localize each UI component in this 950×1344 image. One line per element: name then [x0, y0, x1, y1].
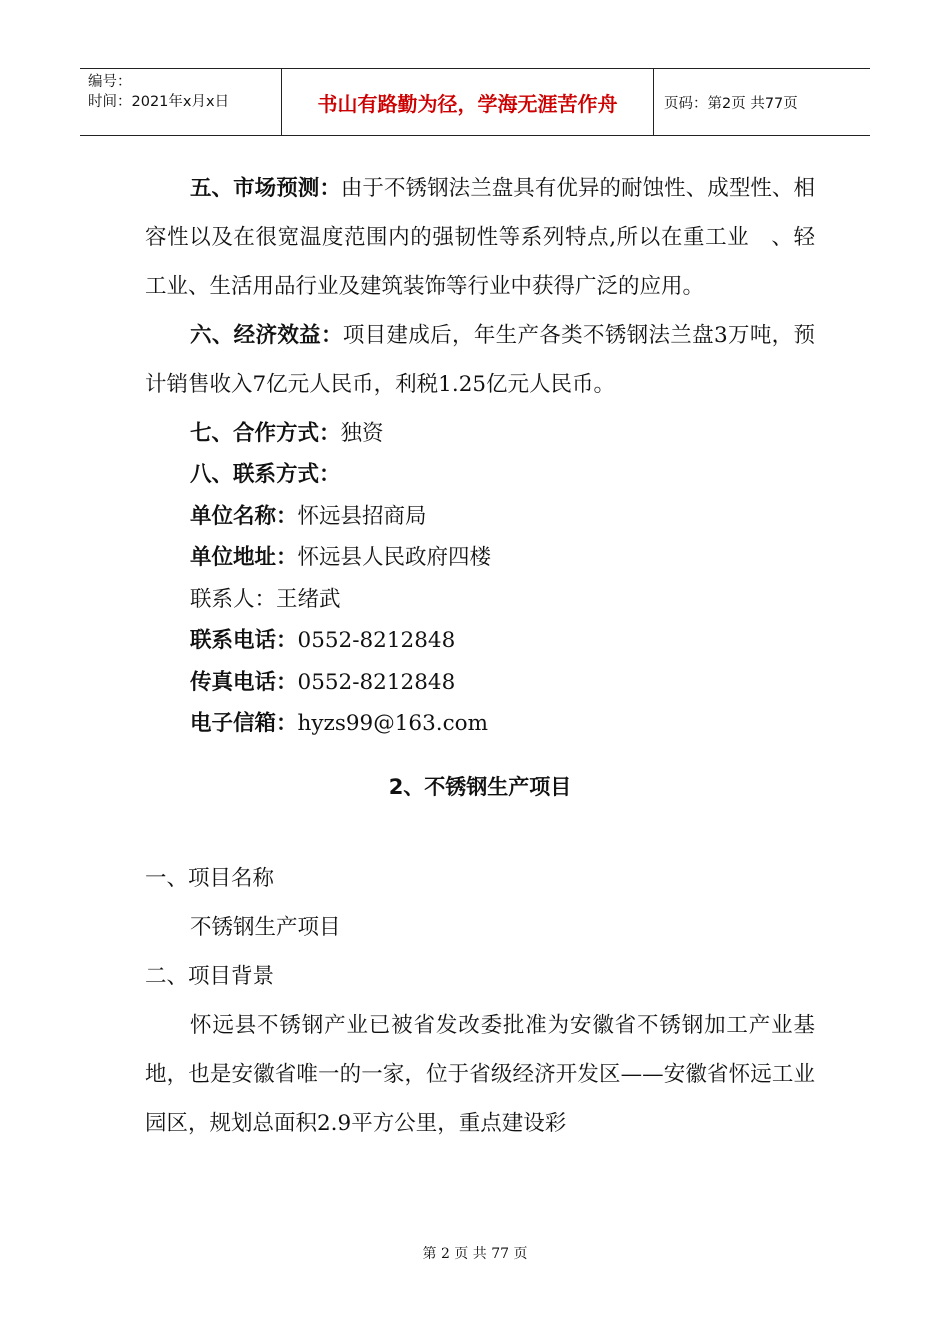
unit-name-text: 怀远县招商局 — [297, 503, 427, 529]
item1-heading: 一、项目名称 — [145, 865, 275, 891]
fax-label: 传真电话： — [190, 669, 298, 695]
market-forecast-text: 由于不锈钢法兰盘具有优异的耐蚀性、成型性、相容性以及在很宽温度范围内的强韧性等系列特点,所以在重工业 、轻工业、生活用品行业及建筑装饰等行业中获得广泛的应用。 — [145, 176, 815, 299]
item2-text: 怀远县不锈钢产业已被省发改委批准为安徽省不锈钢加工产业基地，也是安徽省唯一的一家，位于省级经济开发区——安徽省怀远工业园区，规划总面积2.9平方公里，重点建设彩 — [145, 1012, 815, 1136]
section-title: 2、不锈钢生产项目 — [388, 774, 572, 799]
economic-benefit-paragraph — [145, 311, 815, 409]
email-label: 电子信箱： — [190, 711, 298, 736]
number-label: 编号： — [88, 74, 132, 90]
phone-line — [145, 620, 815, 662]
header-motto: 书山有路勤为径，学海无涯苦作舟 — [282, 69, 654, 135]
fax-line — [145, 662, 815, 704]
fax-text: 0552-8212848 — [297, 669, 456, 695]
unit-address-line — [145, 537, 815, 579]
phone-label: 联系电话： — [190, 628, 298, 653]
market-forecast-paragraph — [145, 164, 815, 311]
time-label: 时间：2021年x月x日 — [88, 94, 230, 110]
cooperation-paragraph — [145, 409, 815, 458]
unit-name-line — [145, 496, 815, 538]
economic-benefit-text: 项目建成后，年生产各类不锈钢法兰盘3万吨，预计销售收入7亿元人民币，利税1.25亿元人民币。 — [145, 323, 815, 397]
market-forecast-label: 五、市场预测： — [190, 176, 341, 201]
header-meta-cell — [80, 69, 282, 135]
economic-benefit-label: 六、经济效益： — [190, 323, 343, 348]
header-page-info: 页码：第2页 共77页 — [664, 95, 798, 112]
document-body — [145, 164, 815, 1148]
unit-address-label: 单位地址： — [190, 545, 298, 570]
contact-person-line: 联系人：王绪武 — [190, 586, 341, 612]
contact-heading: 八、联系方式： — [190, 462, 341, 487]
unit-address-text: 怀远县人民政府四楼 — [297, 545, 492, 570]
email-text: hyzs99@163.com — [297, 711, 488, 736]
email-line — [145, 703, 815, 745]
phone-text: 0552-8212848 — [297, 628, 456, 653]
cooperation-label: 七、合作方式： — [190, 421, 341, 446]
item2-heading: 二、项目背景 — [145, 963, 275, 989]
page-header — [80, 68, 870, 136]
item1-text: 不锈钢生产项目 — [190, 914, 341, 940]
cooperation-text: 独资 — [340, 421, 384, 446]
unit-name-label: 单位名称： — [190, 503, 298, 529]
page-footer: 第 2 页 共 77 页 — [422, 1246, 528, 1262]
